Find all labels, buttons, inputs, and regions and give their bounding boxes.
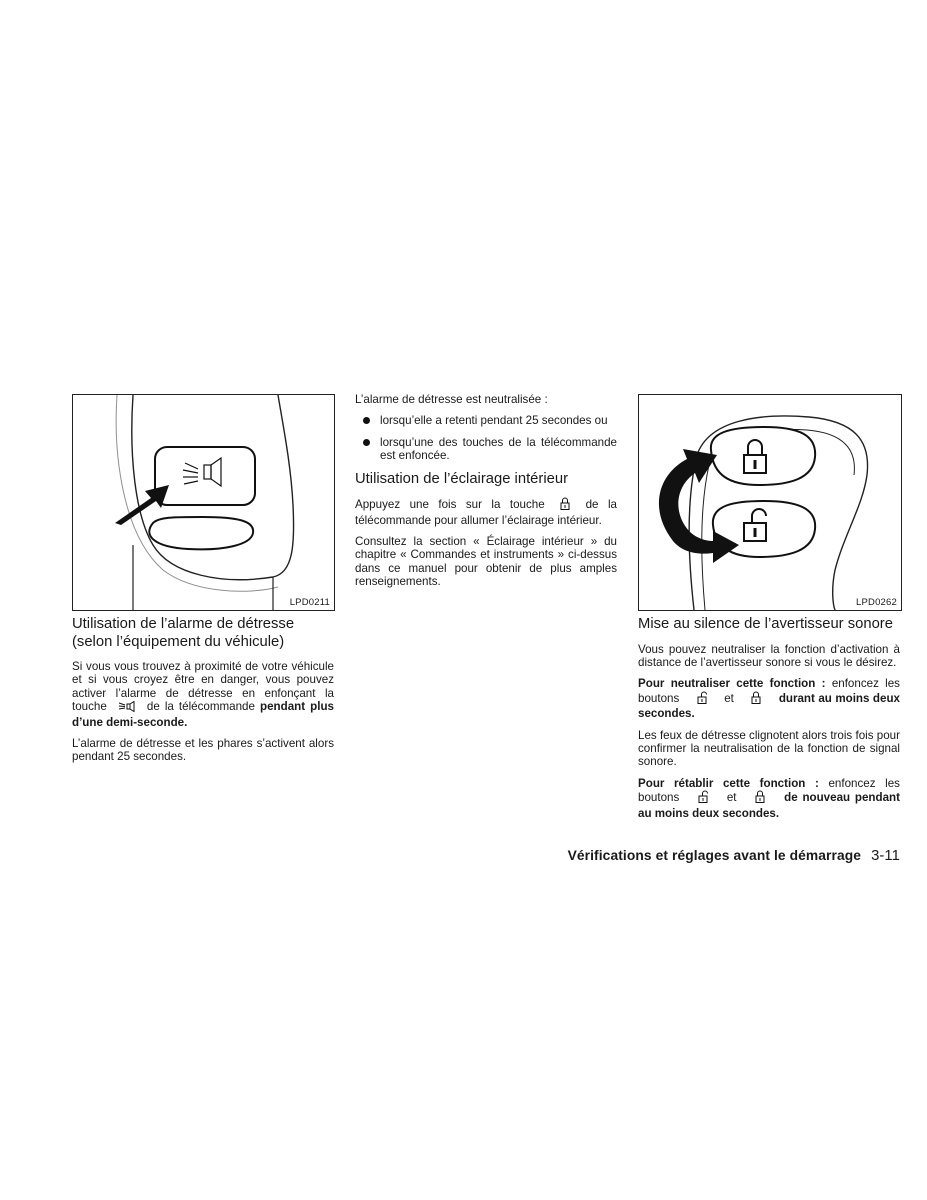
- panic-horn-icon: [118, 701, 136, 715]
- key-fob-lock-illustration: [639, 395, 901, 610]
- section-heading-interior-light: Utilisation de l’éclairage intérieur: [355, 470, 569, 487]
- right-column: [638, 616, 900, 828]
- bullet-list: [355, 414, 617, 462]
- figure-code: LPD0262: [855, 597, 897, 608]
- paragraph: L’alarme de détresse est neutralisée :: [355, 393, 548, 406]
- lock-icon: [755, 790, 765, 806]
- paragraph: Pour neutraliser cette fonction : enfoncez les boutons et durant au moins deux secondes.: [638, 677, 900, 721]
- paragraph: L’alarme de détresse et les phares s’activent alors pendant 25 secondes.: [72, 737, 334, 764]
- key-fob-panic-illustration: [73, 395, 334, 610]
- middle-column: [355, 393, 617, 597]
- unlock-icon: [698, 790, 708, 806]
- page-footer: [568, 848, 900, 864]
- paragraph: Pour rétablir cette fonction : enfoncez les boutons et de nouveau pendant au moins deux secondes.: [638, 776, 900, 820]
- section-heading-horn-silence: Mise au silence de l’avertisseur sonore: [638, 616, 893, 632]
- unlock-icon: [697, 691, 707, 707]
- bullet-dot: [363, 417, 370, 424]
- left-column: [72, 616, 334, 772]
- page-number: 3-11: [871, 848, 900, 864]
- figure-lock-unlock-buttons: [638, 394, 902, 611]
- bullet-dot: [363, 439, 370, 446]
- paragraph: Si vous vous trouvez à proximité de votre véhicule et si vous croyez être en danger, vous pouvez activer l’alarme de détresse en enfonçant la touche de la télécommande pendant plus d’une demi-seconde.: [72, 660, 334, 729]
- footer-section-title: Vérifications et réglages avant le démarrage: [567, 848, 862, 863]
- figure-code: LPD0211: [289, 597, 330, 608]
- paragraph: Vous pouvez neutraliser la fonction d’activation à distance de l’avertisseur sonore si vous le désirez.: [638, 642, 900, 669]
- paragraph: Appuyez une fois sur la touche de la télécommande pour allumer l’éclairage intérieur.: [355, 498, 617, 527]
- lock-icon: [751, 691, 761, 707]
- paragraph: Les feux de détresse clignotent alors trois fois pour confirmer la neutralisation de la fonction de signal sonore.: [638, 728, 900, 769]
- list-item: lorsqu’une des touches de la télécommande est enfoncée.: [355, 436, 617, 463]
- section-heading-panic: Utilisation de l’alarme de détresse (selon l’équipement du véhicule): [72, 616, 295, 650]
- list-item: lorsqu’elle a retenti pendant 25 secondes ou: [355, 414, 617, 427]
- lock-icon: [560, 497, 570, 513]
- figure-panic-button: [72, 394, 335, 611]
- paragraph: Consultez la section « Éclairage intérieur » du chapitre « Commandes et instruments » ci-dessus dans ce manuel pour obtenir de plus amples renseignements.: [355, 534, 617, 589]
